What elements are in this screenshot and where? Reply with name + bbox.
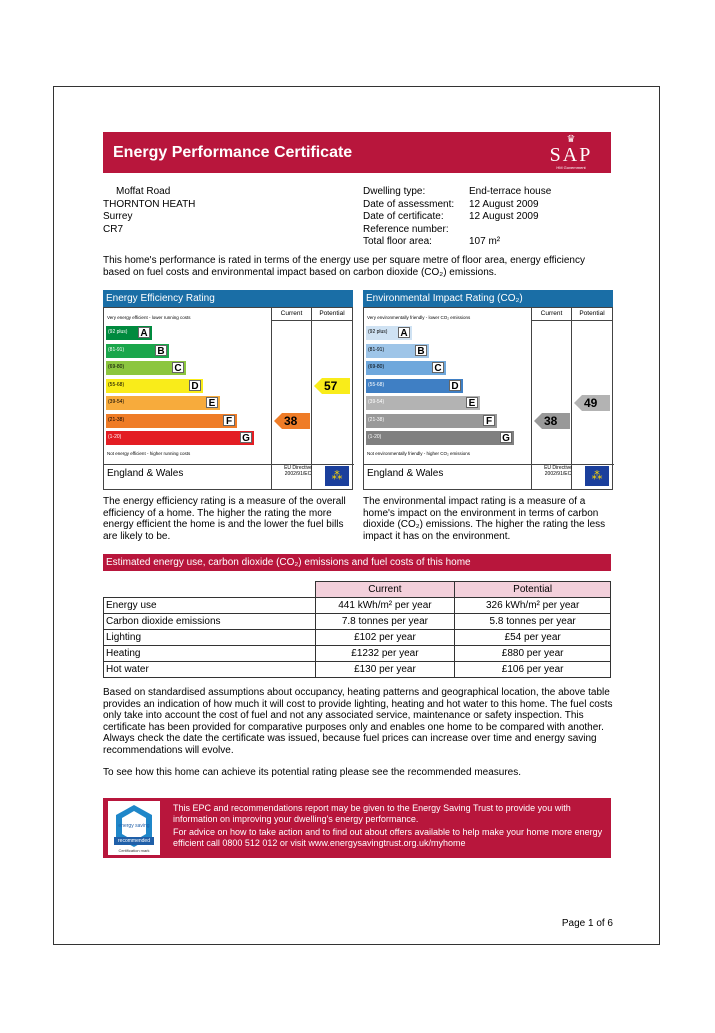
band-letter: B xyxy=(415,345,427,356)
potential-rating-value: 57 xyxy=(324,378,338,393)
energy-saving-recommended-logo: energy saving recommended Certification mark xyxy=(108,801,160,855)
band-letter: G xyxy=(500,432,512,443)
crown-icon: ♛ xyxy=(566,134,576,145)
band-letter: D xyxy=(189,380,201,391)
eu-flag-icon: ⁂ xyxy=(585,466,609,486)
band-d xyxy=(366,379,463,393)
current-rating-value: 38 xyxy=(544,413,558,428)
address-block xyxy=(103,186,195,236)
band-letter: B xyxy=(155,345,167,356)
top-note: Very energy efficient - lower running costs xyxy=(107,315,191,320)
band-range: (39-54) xyxy=(108,399,125,405)
assumptions-text: Based on standardised assumptions about occupancy, heating patterns and geographical location, the above table provides an indication of how much it will cost to provide lighting, heating and hot water to this home. The fuel costs only take into account the cost of fuel and not any associated service, maintenance or safety inspection. This certificate has been provided for comparative purposes only and enables one home to be compared with another. Always check the date the certificate was issued, because fuel prices can increase over time and energy saving recommendations will evolve. xyxy=(103,687,613,756)
band-d xyxy=(106,379,203,393)
page-number: Page 1 of 6 xyxy=(561,918,613,929)
band-range: (1-20) xyxy=(368,434,382,440)
current-column-header: Current xyxy=(280,310,303,317)
table-header-row xyxy=(104,582,611,598)
current-column-header: Current xyxy=(315,582,455,598)
efficiency-title: Energy Efficiency Rating xyxy=(103,290,353,307)
band-letter: E xyxy=(466,397,478,408)
potential-column-header: Potential xyxy=(319,310,345,317)
sap-logo: ♛ SAP HM Government xyxy=(539,135,603,170)
environment-description: The environmental impact rating is a measure of a home's impact on the environment in terms of carbon dioxide (CO₂) emissions. The higher the rating the less impact it has on the environment. xyxy=(363,496,606,542)
band-range: (39-54) xyxy=(368,399,385,405)
band-g xyxy=(106,431,254,445)
info-row: Date of certificate: 12 August 2009 xyxy=(363,211,539,222)
table-row: Hot water £130 per year £106 per year xyxy=(104,662,611,678)
eu-directive-label: EU Directive 2002/91/EC xyxy=(284,465,312,477)
current-rating-arrow xyxy=(274,413,310,429)
page-title: Energy Performance Certificate xyxy=(113,144,353,161)
band-a xyxy=(106,326,152,340)
bottom-note: Not environmentally friendly - higher CO₂ emissions xyxy=(367,451,471,456)
band-range: (69-80) xyxy=(368,364,385,370)
intro-text: This home's performance is rated in terms of the energy use per square metre of floor area, energy efficiency based on fuel costs and environmental impact based on carbon dioxide (CO₂) emissions. xyxy=(103,255,585,278)
band-range: (81-91) xyxy=(108,346,125,353)
title-bar xyxy=(103,132,611,173)
band-letter: F xyxy=(483,415,495,426)
band-range: (55-68) xyxy=(368,381,385,388)
band-c xyxy=(106,361,186,375)
address-line: CR7 xyxy=(103,223,124,235)
current-rating-arrow xyxy=(534,413,570,429)
band-b xyxy=(106,344,169,358)
info-row: Total floor area: 107 m² xyxy=(363,236,501,247)
band-range: (1-20) xyxy=(108,434,122,440)
band-range: (21-38) xyxy=(368,416,385,423)
certificate-page xyxy=(53,86,660,945)
address-line: THORNTON HEATH xyxy=(103,198,196,210)
band-c xyxy=(366,361,446,375)
energy-saving-trust-banner xyxy=(103,798,611,858)
band-letter: F xyxy=(223,415,235,426)
table-row: Heating £1232 per year £880 per year xyxy=(104,646,611,662)
region-label: England & Wales xyxy=(367,468,444,479)
see-measures-text: To see how this home can achieve its potential rating please see the recommended measures. xyxy=(103,767,522,778)
est-text: This EPC and recommendations report may be given to the Energy Saving Trust to provide you with information on improving your dwelling's energy performance. For advice on how to take action and to find out about offers available to help make your home more energy efficient call 0800 512 012 or visit www.energysavingtrust.org.uk/myhome xyxy=(173,803,603,848)
table-row: Energy use 441 kWh/m² per year 326 kWh/m² per year xyxy=(104,598,611,614)
potential-rating-arrow xyxy=(314,378,350,394)
band-range: (55-68) xyxy=(108,381,125,388)
efficiency-body xyxy=(103,307,353,490)
band-range: (21-38) xyxy=(108,416,125,423)
band-range: (69-80) xyxy=(108,364,125,370)
band-letter: E xyxy=(206,397,218,408)
band-range: (81-91) xyxy=(368,346,385,353)
band-f xyxy=(366,414,497,428)
band-b xyxy=(366,344,429,358)
info-row: Date of assessment: 12 August 2009 xyxy=(363,198,539,210)
potential-rating-value: 49 xyxy=(584,396,598,410)
top-note: Very environmentally friendly - lower CO₂ emissions xyxy=(367,315,471,320)
dwelling-info xyxy=(363,186,613,249)
band-a xyxy=(366,326,412,340)
address-line: Moffat Road xyxy=(116,186,171,197)
bottom-note: Not energy efficient - higher running costs xyxy=(107,451,191,456)
band-e xyxy=(366,396,480,410)
band-range: (92 plus) xyxy=(368,329,388,335)
potential-column-header: Potential xyxy=(455,582,611,598)
info-row: Reference number: xyxy=(363,223,449,235)
potential-rating-arrow xyxy=(574,395,610,411)
region-label: England & Wales xyxy=(107,468,184,479)
table-row: Carbon dioxide emissions 7.8 tonnes per year 5.8 tonnes per year xyxy=(104,614,611,630)
current-column-header: Current xyxy=(540,310,563,317)
eu-directive-label: EU Directive 2002/91/EC xyxy=(544,465,572,477)
environment-body xyxy=(363,307,613,490)
band-g xyxy=(366,431,514,445)
table-row: Lighting £102 per year £54 per year xyxy=(104,630,611,646)
costs-table xyxy=(103,581,611,678)
environmental-impact-chart xyxy=(363,290,613,490)
band-letter: A xyxy=(398,327,410,338)
band-letter: C xyxy=(432,362,444,373)
band-letter: G xyxy=(240,432,252,443)
current-rating-value: 38 xyxy=(284,413,298,428)
environment-title: Environmental Impact Rating (CO₂) xyxy=(363,290,613,307)
band-letter: D xyxy=(449,380,461,391)
potential-column-header: Potential xyxy=(579,310,605,317)
address-line: Surrey xyxy=(103,211,133,222)
eu-flag-icon: ⁂ xyxy=(325,466,349,486)
band-f xyxy=(106,414,237,428)
energy-efficiency-chart xyxy=(103,290,353,490)
band-letter: C xyxy=(172,362,184,373)
info-row: Dwelling type: End-terrace house xyxy=(363,186,552,197)
band-range: (92 plus) xyxy=(108,329,128,335)
costs-section-title: Estimated energy use, carbon dioxide (CO₂) emissions and fuel costs of this home xyxy=(103,554,611,571)
efficiency-description: The energy efficiency rating is a measure of the overall efficiency of a home. The higher the rating the more energy efficient the home is and the lower the fuel bills are likely to be. xyxy=(103,496,346,542)
band-letter: A xyxy=(138,327,150,338)
band-e xyxy=(106,396,220,410)
